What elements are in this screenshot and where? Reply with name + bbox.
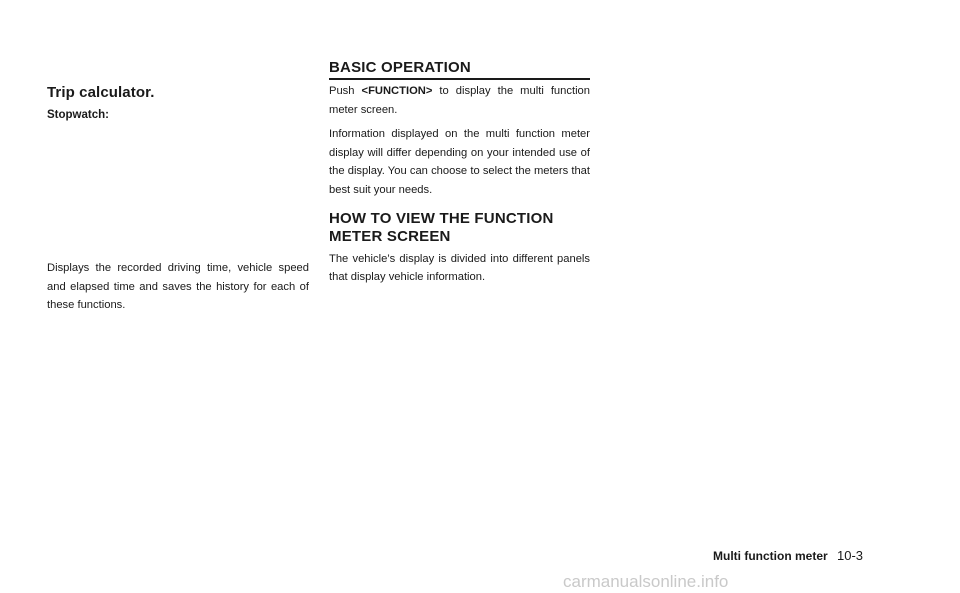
stopwatch-subheading: Stopwatch:: [47, 109, 109, 121]
page-footer: [713, 548, 863, 563]
page-number: 10-3: [837, 548, 864, 563]
stopwatch-description: Displays the recorded driving time, vehicle speed and elapsed time and saves the history for each of these functions.: [47, 262, 309, 312]
left-column: [47, 84, 309, 121]
chapter-title: Multi function meter: [713, 549, 828, 563]
information-paragraph: Information displayed on the multi function meter display will differ depending on your intended use of the display. You can choose to select the meters that best suit your needs.: [329, 128, 590, 196]
basic-operation-heading: BASIC OPERATION: [329, 59, 590, 80]
panels-paragraph: The vehicle’s display is divided into different panels that display vehicle information.: [329, 252, 590, 284]
watermark: carmanualsonline.info: [563, 572, 729, 591]
push-prefix: Push: [329, 85, 362, 97]
how-to-view-heading: HOW TO VIEW THE FUNCTION METER SCREEN: [329, 209, 554, 245]
right-column: [329, 59, 590, 287]
push-suffix: to display the multi function meter screen.: [329, 85, 591, 116]
trip-calculator-heading: Trip calculator.: [47, 84, 155, 101]
function-button-label: <FUNCTION>: [361, 85, 433, 97]
push-function-paragraph: [329, 82, 590, 119]
